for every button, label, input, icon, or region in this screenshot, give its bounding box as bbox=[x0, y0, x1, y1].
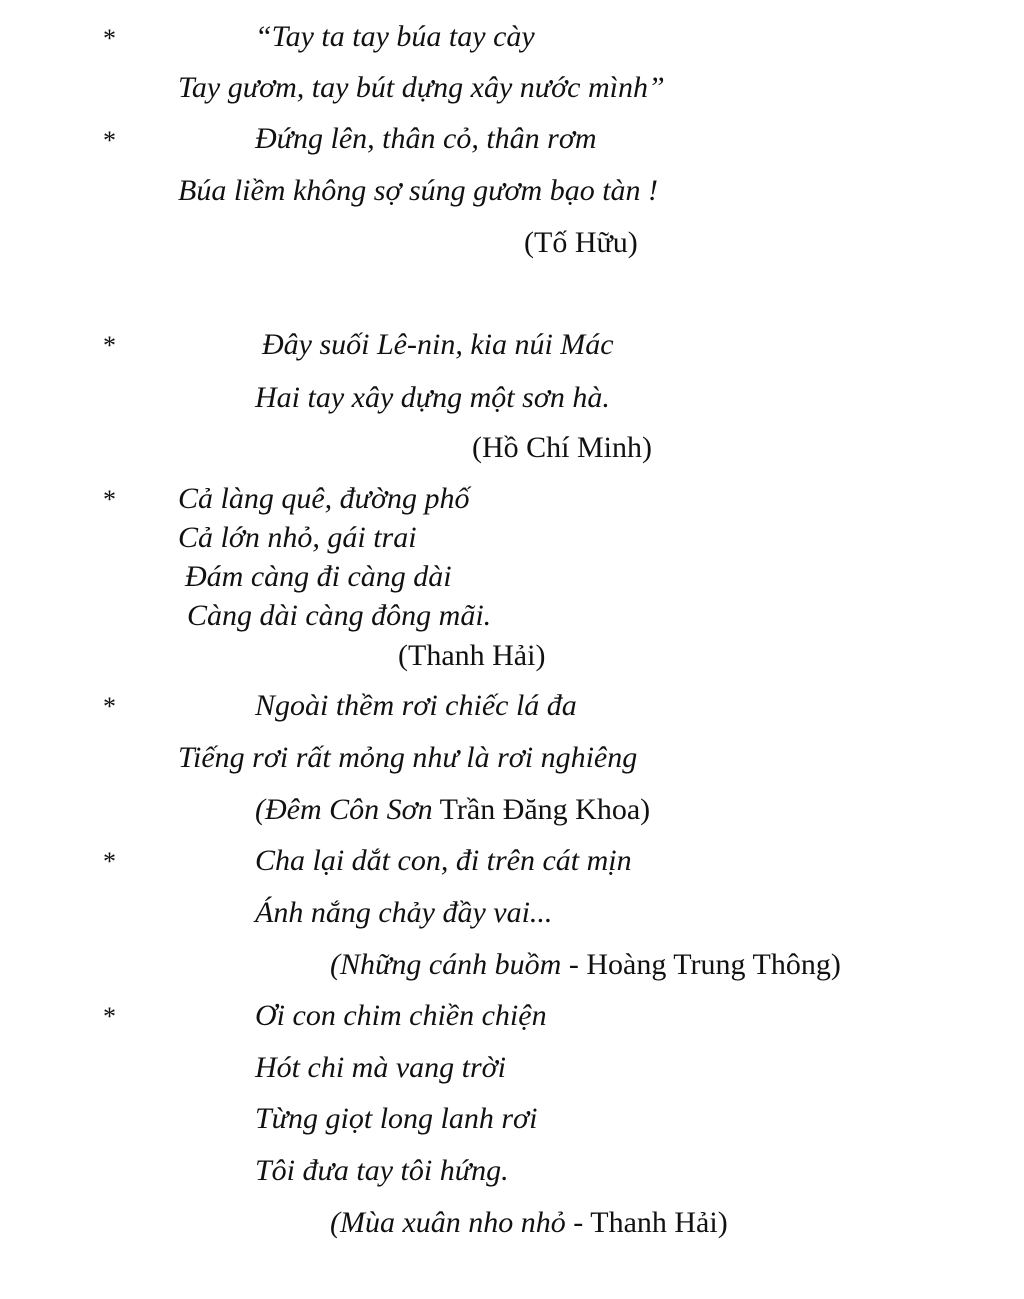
poem-6-source bbox=[330, 1208, 728, 1238]
poem-2-line-2: Hai tay xây dựng một sơn hà. bbox=[255, 381, 610, 414]
poem-5-title: (Những cánh buồm bbox=[330, 948, 562, 981]
bullet-3: * bbox=[103, 331, 116, 360]
poem-5-source bbox=[330, 950, 841, 980]
poem-2-author: (Hồ Chí Minh) bbox=[472, 431, 652, 464]
poem-5-author: - Hoàng Trung Thông) bbox=[568, 948, 841, 981]
poem-6-line-1: Ơi con chim chiền chiện bbox=[255, 999, 547, 1032]
poem-4-source bbox=[255, 795, 650, 825]
bullet-6: * bbox=[103, 847, 116, 876]
poem-4-author: Trần Đăng Khoa) bbox=[439, 793, 651, 826]
poem-1-line-2: Tay gươm, tay bút dựng xây nước mình” bbox=[178, 71, 665, 104]
bullet-4: * bbox=[103, 485, 116, 514]
poem-3-line-2: Cả lớn nhỏ, gái trai bbox=[178, 521, 417, 554]
poem-4-line-2: Tiếng rơi rất mỏng như là rơi nghiêng bbox=[178, 741, 638, 774]
poem-4-title: (Đêm Côn Sơn bbox=[255, 793, 433, 826]
poem-5-line-2: Ánh nắng chảy đầy vai... bbox=[255, 896, 553, 929]
poem-2-line-1: Đây suối Lê-nin, kia núi Mác bbox=[262, 328, 614, 361]
bullet-1: * bbox=[103, 24, 116, 53]
bullet-5: * bbox=[103, 692, 116, 721]
poem-6-line-2: Hót chi mà vang trời bbox=[255, 1051, 506, 1084]
clipped-top-text bbox=[0, 0, 1024, 6]
poem-3-line-1: Cả làng quê, đường phố bbox=[178, 482, 470, 515]
bullet-7: * bbox=[103, 1002, 116, 1031]
poem-1-line-3: Đứng lên, thân cỏ, thân rơm bbox=[255, 122, 597, 155]
poem-4-line-1: Ngoài thềm rơi chiếc lá đa bbox=[255, 689, 577, 722]
poem-6-title: (Mùa xuân nho nhỏ bbox=[330, 1206, 566, 1239]
poem-6-line-4: Tôi đưa tay tôi hứng. bbox=[255, 1154, 509, 1187]
poem-3-author: (Thanh Hải) bbox=[398, 639, 546, 672]
bullet-2: * bbox=[103, 126, 116, 155]
poem-1-author: (Tố Hữu) bbox=[524, 226, 638, 259]
poem-3-line-3: Đám càng đi càng dài bbox=[185, 560, 452, 593]
poem-1-line-4: Búa liềm không sợ súng gươm bạo tàn ! bbox=[178, 174, 659, 207]
poem-5-line-1: Cha lại dắt con, đi trên cát mịn bbox=[255, 844, 632, 877]
poem-1-line-1: “Tay ta tay búa tay cày bbox=[255, 20, 535, 53]
poem-3-line-4: Càng dài càng đông mãi. bbox=[187, 599, 492, 632]
poem-6-line-3: Từng giọt long lanh rơi bbox=[255, 1102, 538, 1135]
poem-6-author: - Thanh Hải) bbox=[573, 1206, 728, 1239]
